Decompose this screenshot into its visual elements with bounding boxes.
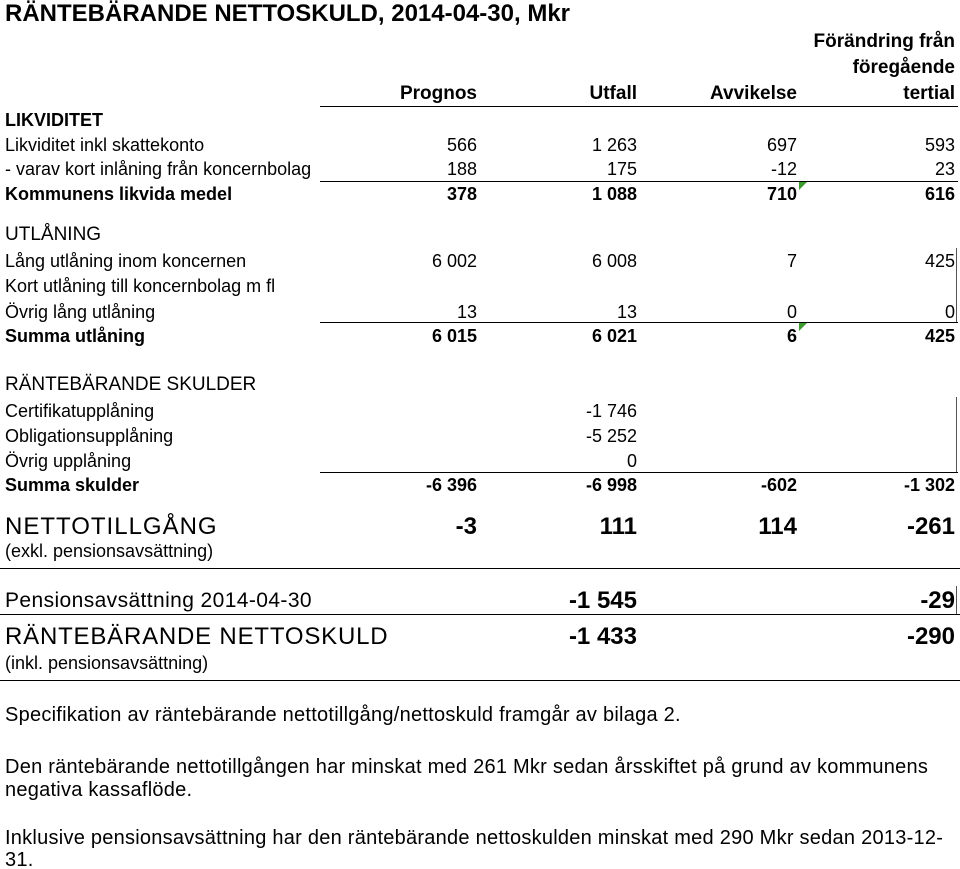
total-row xyxy=(0,182,960,206)
forandring-cell: 616 xyxy=(924,184,955,204)
table-row xyxy=(0,249,960,273)
header-avvikelse: Avvikelse xyxy=(710,83,797,104)
row-label: Övrig lång utlåning xyxy=(5,302,156,322)
note-paragraph-pension-line-1: Inklusive pensionsavsättning har den räntebärande nettoskulden minskat med 290 Mkr sedan 2013-12- xyxy=(5,827,944,849)
prognos-cell: 13 xyxy=(456,302,477,322)
utfall-cell: -5 252 xyxy=(585,426,637,446)
row-label: Pensionsavsättning 2014-04-30 xyxy=(5,589,312,612)
note-paragraph-change-line-2: negativa kassaflöde. xyxy=(5,779,193,801)
row-label: Summa skulder xyxy=(5,475,140,495)
row-label: Lång utlåning inom koncernen xyxy=(5,251,247,271)
table-row xyxy=(0,274,960,298)
note-paragraph-change-line-1: Den räntebärande nettotillgången har minskat med 261 Mkr sedan årsskiftet på grund av kommunens xyxy=(5,756,929,778)
utfall-cell: 13 xyxy=(616,302,637,322)
header-utfall: Utfall xyxy=(589,83,637,104)
row-label: NETTOTILLGÅNG xyxy=(5,513,218,540)
prognos-cell: 566 xyxy=(446,135,477,155)
row-label: Obligationsupplåning xyxy=(5,426,174,446)
table-row xyxy=(0,399,960,423)
page-title: RÄNTEBÄRANDE NETTOSKULD, 2014-04-30, Mkr xyxy=(5,0,571,27)
utfall-cell: -1 746 xyxy=(585,401,637,421)
header-change-line-3: tertial xyxy=(903,83,955,104)
section-heading-row xyxy=(0,373,960,397)
section-heading-row xyxy=(0,108,960,132)
utfall-cell: 1 263 xyxy=(591,135,637,155)
avvikelse-cell: 0 xyxy=(786,302,797,322)
prognos-cell: 6 015 xyxy=(431,326,477,346)
section-heading-skulder: RÄNTEBÄRANDE SKULDER xyxy=(5,374,257,395)
table-row xyxy=(0,300,960,324)
prognos-cell: -3 xyxy=(455,513,477,540)
note-paragraph-spec: Specifikation av räntebärande nettotillgång/nettoskuld framgår av bilaga 2. xyxy=(5,704,681,726)
forandring-cell: -29 xyxy=(920,587,955,614)
header-rule xyxy=(320,106,958,107)
section-rule xyxy=(0,568,960,569)
utfall-cell: 1 088 xyxy=(591,184,637,204)
row-note: (inkl. pensionsavsättning) xyxy=(5,653,209,673)
utfall-cell: -1 433 xyxy=(568,623,637,650)
row-label: Kommunens likvida medel xyxy=(5,184,233,204)
comment-marker-icon xyxy=(799,182,807,190)
forandring-cell: -261 xyxy=(906,513,955,540)
cell-border xyxy=(956,586,957,614)
forandring-cell: 593 xyxy=(924,135,955,155)
avvikelse-cell: 114 xyxy=(758,513,797,540)
nettoskuld-row xyxy=(0,622,960,652)
utfall-cell: -1 545 xyxy=(568,587,637,614)
header-change-line-2: föregående xyxy=(852,57,955,78)
avvikelse-cell: 697 xyxy=(766,135,797,155)
cell-border xyxy=(956,248,957,322)
section-rule xyxy=(0,614,960,615)
row-label: Certifikatupplåning xyxy=(5,401,155,421)
avvikelse-cell: -602 xyxy=(760,475,797,495)
comment-marker-icon xyxy=(799,323,807,331)
row-label: - varav kort inlåning från koncernbolag xyxy=(5,159,312,179)
note-row xyxy=(0,539,960,563)
avvikelse-cell: 7 xyxy=(786,251,797,271)
avvikelse-cell: 710 xyxy=(766,184,797,204)
forandring-cell: 425 xyxy=(924,251,955,271)
row-note: (exkl. pensionsavsättning) xyxy=(5,541,214,561)
section-heading-utlaning: UTLÅNING xyxy=(5,224,102,245)
utfall-cell: 111 xyxy=(599,513,637,540)
cell-border xyxy=(956,397,957,472)
section-heading-row xyxy=(0,223,960,247)
nettotillgang-row xyxy=(0,512,960,542)
header-change-line-1: Förändring från xyxy=(813,31,955,52)
avvikelse-cell: 6 xyxy=(786,326,797,346)
forandring-cell: 0 xyxy=(944,302,955,322)
section-rule xyxy=(0,680,960,681)
forandring-cell: 23 xyxy=(934,159,955,179)
row-label: RÄNTEBÄRANDE NETTOSKULD xyxy=(5,623,389,650)
table-row xyxy=(0,157,960,181)
row-label: Summa utlåning xyxy=(5,326,146,346)
table-row xyxy=(0,424,960,448)
utfall-cell: 175 xyxy=(606,159,637,179)
section-heading-likviditet: LIKVIDITET xyxy=(5,110,103,130)
prognos-cell: 6 002 xyxy=(431,251,477,271)
total-row xyxy=(0,473,960,497)
note-paragraph-pension-line-2: 31. xyxy=(5,849,34,869)
subtotal-rule xyxy=(320,322,958,323)
avvikelse-cell: -12 xyxy=(770,159,797,179)
forandring-cell: -1 302 xyxy=(903,475,955,495)
row-label: Övrig upplåning xyxy=(5,451,132,471)
utfall-cell: 6 008 xyxy=(591,251,637,271)
table-row xyxy=(0,449,960,473)
pension-row xyxy=(0,586,960,616)
note-row xyxy=(0,651,960,675)
prognos-cell: 188 xyxy=(446,159,477,179)
header-prognos: Prognos xyxy=(399,83,477,104)
prognos-cell: 378 xyxy=(446,184,477,204)
prognos-cell: -6 396 xyxy=(425,475,477,495)
utfall-cell: 0 xyxy=(626,451,637,471)
row-label: Kort utlåning till koncernbolag m fl xyxy=(5,276,276,296)
utfall-cell: 6 021 xyxy=(591,326,637,346)
total-row xyxy=(0,324,960,348)
utfall-cell: -6 998 xyxy=(585,475,637,495)
table-row xyxy=(0,133,960,157)
forandring-cell: 425 xyxy=(924,326,955,346)
forandring-cell: -290 xyxy=(906,623,955,650)
row-label: Likviditet inkl skattekonto xyxy=(5,135,205,155)
